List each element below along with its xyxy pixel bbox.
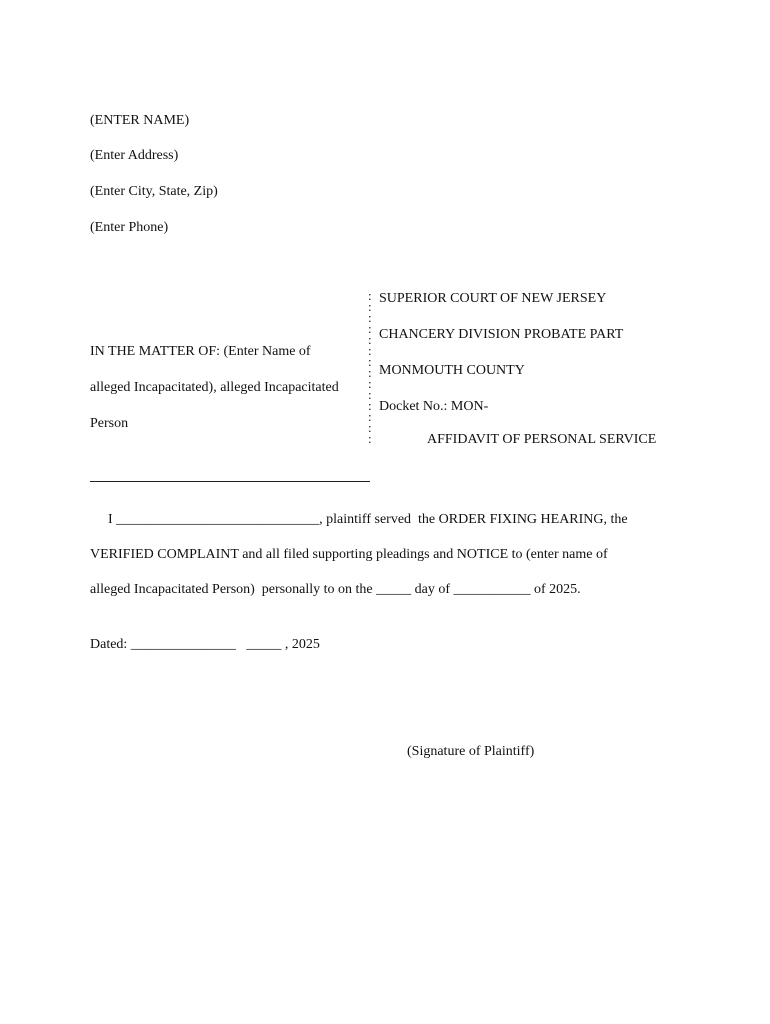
filer-name: (ENTER NAME) xyxy=(90,113,190,128)
court-county: MONMOUTH COUNTY xyxy=(379,363,525,378)
filer-address: (Enter Address) xyxy=(90,148,179,163)
service-paragraph-line-3: alleged Incapacitated Person) personally to on the _____ day of ___________ of 2025. xyxy=(90,582,581,597)
court-name: SUPERIOR COURT OF NEW JERSEY xyxy=(379,291,607,306)
filer-city-state-zip: (Enter City, State, Zip) xyxy=(90,184,218,199)
service-paragraph-line-1: I _____________________________, plaintiff served the ORDER FIXING HEARING, the xyxy=(108,512,628,527)
docket-number: Docket No.: MON- xyxy=(379,399,489,414)
caption-separator: : : : : : : : : : : : : : : xyxy=(368,288,372,446)
matter-line-3: Person xyxy=(90,416,129,431)
document-title: AFFIDAVIT OF PERSONAL SERVICE xyxy=(427,432,657,447)
service-paragraph-line-2: VERIFIED COMPLAINT and all filed supporting pleadings and NOTICE to (enter name of xyxy=(90,547,608,562)
matter-line-1: IN THE MATTER OF: (Enter Name of xyxy=(90,344,311,359)
court-division: CHANCERY DIVISION PROBATE PART xyxy=(379,327,624,342)
matter-line-2: alleged Incapacitated), alleged Incapacitated xyxy=(90,380,339,395)
caption-underline xyxy=(90,481,370,482)
filer-phone: (Enter Phone) xyxy=(90,220,169,235)
dated-line: Dated: _______________ _____ , 2025 xyxy=(90,637,320,652)
signature-label: (Signature of Plaintiff) xyxy=(407,744,535,759)
